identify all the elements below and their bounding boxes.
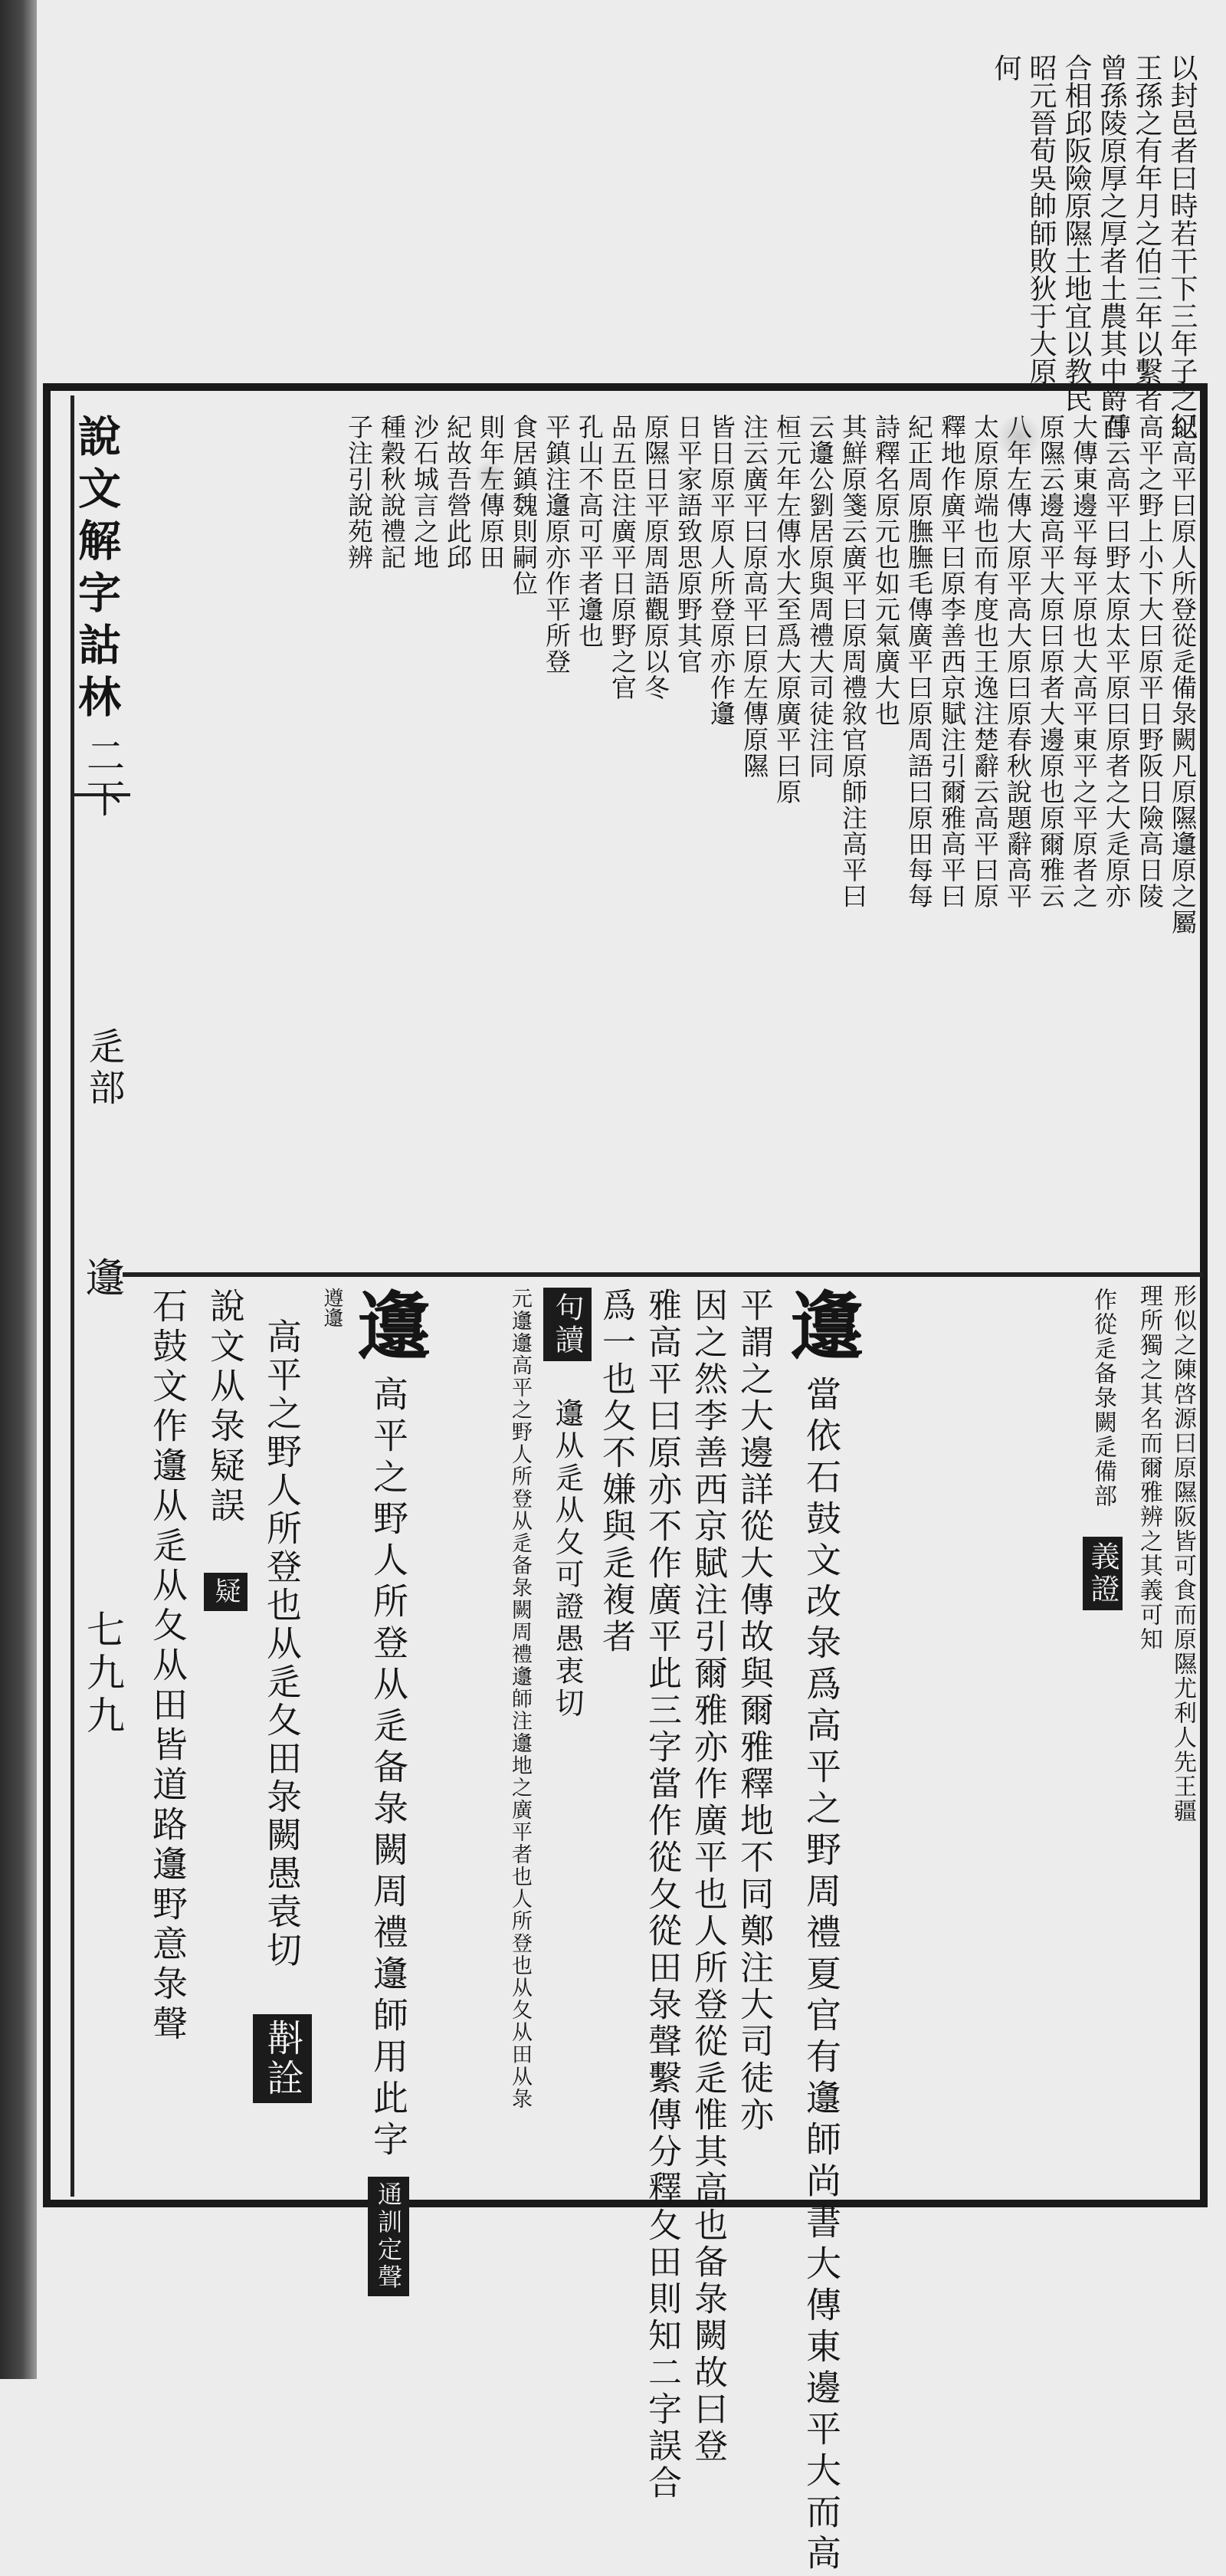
commentary-line: 孔山不高可平者邍也: [575, 414, 605, 648]
lower-col-13: 說文从彔疑誤 疑: [195, 1288, 251, 2200]
commentary-line: 子注引說苑辨: [344, 414, 374, 570]
scan-binding-edge: [0, 0, 37, 2379]
commentary-line: 紀故吾營此邱: [443, 414, 473, 570]
print-blot: [996, 414, 1042, 460]
top-text-line: 以封邑者曰時若干下三年子之紀: [1166, 54, 1198, 440]
commentary-line: 平鎮注邍原亦作平所登: [542, 414, 572, 674]
lower-col-3: 邍 當依石鼓文改彔爲高平之野周禮夏官有邍師尚書大傳東邊平大而高: [779, 1288, 865, 2576]
judu-label: 句讀: [543, 1288, 592, 1361]
lower-col-11: 遵邍: [320, 1288, 343, 1327]
top-text-line: 合相邱阪險原隰土地宜以教民: [1060, 54, 1092, 412]
book-title: 說文解字詁林: [71, 414, 122, 727]
commentary-line: 太原原端也而有度也王逸注楚辭云高平曰原: [970, 414, 1000, 909]
character-label: 邍: [78, 1257, 124, 1297]
commentary-line: 以高平曰原人所登從辵備彔闕凡原隰邍原之屬: [1168, 414, 1198, 935]
commentary-line: 釋地作廣平曰原李善西京賦注引爾雅高平曰: [937, 414, 967, 909]
top-text-line: 昭元晉荀吳帥師敗狄于大原: [1025, 54, 1057, 385]
lower-col-5: 因之然李善西京賦注引爾雅亦作廣平也人所登從辵惟其高也备彔闕故曰登: [688, 1288, 727, 2465]
commentary-line: 沙石城言之地: [410, 414, 440, 570]
lower-col-9: 元邍邍高平之野人所登从辵备彔闕周禮邍師注邍地之廣平者也人所登也从夂从田从彔: [508, 1288, 532, 2110]
commentary-line: 注云廣平曰原高平曰原左傳原隰: [739, 414, 769, 779]
commentary-line: 云邍公劉居原與周禮大司徒注同: [805, 414, 835, 779]
commentary-line: 八年左傳大原平高大原曰原春秋說題辭高平: [1003, 414, 1033, 909]
commentary-line: 種穀秋說禮記: [377, 414, 407, 570]
commentary-line: 則年左傳原田: [476, 414, 506, 570]
volume-label: 二下: [80, 736, 125, 822]
lower-col-12: 高平之野人所登也从辵夂田彔闕愚袁切 斠詮: [257, 1318, 312, 2200]
commentary-line: 品五臣注廣平日原野之官: [608, 414, 638, 701]
top-text-line: 何: [990, 54, 1021, 81]
commentary-line: 傳云高平曰野太原太平原曰原者之大辵原亦: [1102, 414, 1132, 909]
commentary-line: 皆日原平原人所登原亦作邍: [706, 414, 736, 727]
top-text-line: 曾孫陵原厚之厚者土農其中爵百: [1096, 54, 1127, 440]
commentary-line: 詩釋名原元也如元氣廣大也: [871, 414, 901, 727]
top-text-line: 王孫之有年月之伯三年以繫者: [1131, 54, 1162, 412]
yi-label: 疑: [204, 1573, 247, 1611]
commentary-line: 紀正周原膴膴毛傳廣平曰原周語曰原田每每: [904, 414, 934, 909]
lower-col-7: 爲一也夂不嫌與辵複者: [596, 1288, 635, 1656]
commentary-line: 大傳東邊平每平原也大高平東平之平原者之: [1069, 414, 1099, 909]
section-label: 辵部: [82, 1027, 125, 1110]
tongxun-label: 通訓定聲: [368, 2177, 409, 2296]
jiaoquan-label: 斠詮: [253, 2014, 312, 2103]
page-number: 七九九: [80, 1610, 125, 1738]
yizheng-label: 義證: [1083, 1537, 1123, 1610]
seal-character-2: 邍: [346, 1288, 432, 1361]
upper-commentary: [130, 414, 1199, 1265]
lower-col-1: 形似之陳啓源曰原隰阪皆可食而原隰尤利人先王疆 理所獨之其名而爾雅辨之其義可知: [1136, 1284, 1196, 1823]
print-blot: [475, 460, 506, 491]
commentary-line: 食居鎮魏則嗣位: [509, 414, 539, 596]
commentary-line: 日平家語致思原野其官: [674, 414, 703, 674]
commentary-line: 原隰云邊高平大原曰原者大邊原也原爾雅云: [1036, 414, 1066, 909]
margin-divider: [74, 793, 130, 796]
lower-col-10: 邍 高平之野人所登从辵备彔闕周禮邍師用此字 通訓定聲: [349, 1288, 425, 2200]
lower-col-14: 石鼓文作邍从辵从夂从田皆道路邍野意彔聲: [147, 1288, 188, 2045]
commentary-line: 原隰日平原周語觀原以冬: [641, 414, 670, 701]
lower-col-6: 雅高平曰原亦不作廣平此三字當作從夂從田彔聲繫傳分釋夂田則知二字誤合: [642, 1288, 681, 2502]
register-divider: [123, 1272, 1203, 1277]
lower-col-8: 句讀 邍从辵从夂可證愚衷切: [536, 1288, 592, 2200]
lower-col-4: 平謂之大邊詳從大傳故與爾雅釋地不同鄭注大司徒亦: [734, 1288, 773, 2134]
commentary-line: 桓元年左傳水大至爲大原廣平曰原: [772, 414, 802, 805]
commentary-line: 高平之野上小下大曰原平日野阪日險高日陵: [1135, 414, 1165, 909]
lower-col-2: 作從辵备彔闕辵備部 義證: [858, 1288, 1123, 2200]
top-margin-text: [782, 54, 1199, 440]
commentary-line: 其鮮原箋云廣平曰原周禮敘官原師注高平曰: [838, 414, 868, 909]
seal-character: 邍: [779, 1288, 865, 1361]
